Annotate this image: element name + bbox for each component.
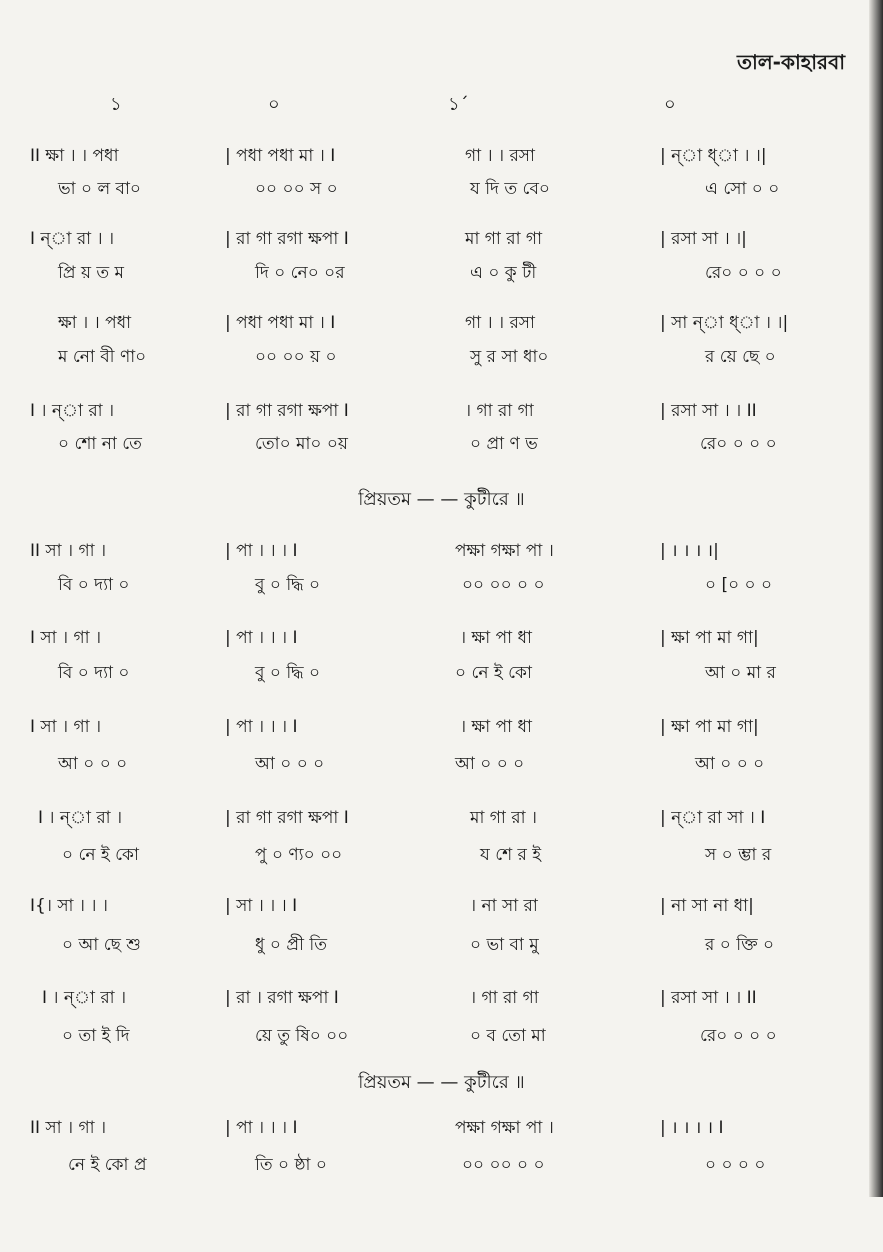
notation-line — [0, 625, 883, 649]
lyric-bar-3: ০ ভা বা মু — [470, 935, 539, 955]
notation-bar-4: | ক্ষা পা মা গা| — [660, 717, 759, 737]
notation-bar-2: | পা । । । I — [225, 541, 298, 561]
lyric-bar-3: সু র সা ধা০ — [470, 347, 549, 367]
lyric-bar-1: ০ তা ই দি — [62, 1026, 130, 1046]
notation-line — [0, 143, 883, 167]
lyric-bar-4: স ০ ম্ভা র — [705, 845, 772, 865]
notation-bar-4: | রসা সা । । II — [660, 988, 757, 1008]
lyric-bar-3: য দি ত বে০ — [470, 179, 550, 199]
notation-bar-3: গা । । রসা — [465, 146, 535, 166]
notation-bar-1: II সা । গা । — [30, 1118, 107, 1138]
notation-line — [0, 805, 883, 829]
notation-bar-4: | রসা সা । ।| — [660, 229, 747, 249]
lyric-bar-1: বি ০ দ্যা ০ — [58, 575, 130, 595]
notation-bar-3: মা গা রা । — [470, 808, 538, 828]
lyric-line — [0, 431, 883, 455]
lyric-bar-3: ০০ ০০ ০ ০ — [462, 575, 545, 595]
lyric-line — [0, 751, 883, 775]
lyric-line — [0, 842, 883, 866]
notation-bar-2: | পা । । । I — [225, 1118, 298, 1138]
notation-bar-2: | পধা পধা মা । I — [225, 313, 336, 333]
notation-bar-2: | রা গা রগা ক্ষপা I — [225, 401, 349, 421]
lyric-bar-3: ০ প্রা ণ ভ — [470, 434, 538, 454]
notation-line — [0, 1115, 883, 1139]
notation-line — [0, 714, 883, 738]
notation-bar-4: | রসা সা । । II — [660, 401, 757, 421]
notation-line — [0, 538, 883, 562]
notation-bar-3: । ক্ষা পা ধা — [460, 717, 532, 737]
refrain-line: প্রিয়তম — — কুটীরে ॥ — [358, 489, 525, 510]
notation-line — [0, 226, 883, 250]
lyric-bar-3: আ ০ ০ ০ — [455, 754, 525, 774]
lyric-bar-3: ০ নে ই কো — [455, 663, 532, 683]
lyric-bar-2: বু ০ দ্ধি ০ — [255, 575, 321, 595]
notation-bar-4: | । । । ।| — [660, 541, 719, 561]
lyric-bar-3: ০০ ০০ ০ ০ — [462, 1155, 545, 1175]
notation-bar-1: I । ন্‌া রা । — [42, 988, 127, 1008]
notation-bar-4: | ন্‌া ধ্‌া । ।| — [660, 146, 767, 166]
lyric-bar-4: এ সো ০ ০ — [705, 179, 780, 199]
lyric-bar-2: ০০ ০০ স ০ — [255, 179, 338, 199]
notation-bar-1: I সা । গা । — [30, 628, 102, 648]
lyric-bar-1: বি ০ দ্যা ০ — [58, 663, 130, 683]
notation-bar-1: II ক্ষা । । পধা — [30, 146, 119, 166]
notation-bar-4: | ক্ষা পা মা গা| — [660, 628, 759, 648]
notation-line — [0, 893, 883, 917]
lyric-bar-2: পু ০ ণ্য০ ০০ — [255, 845, 343, 865]
cycle-mark-1: ১ — [110, 94, 122, 115]
cycle-mark-2: ০ — [268, 94, 280, 115]
notation-bar-3: পক্ষা গক্ষা পা । — [455, 541, 554, 561]
notation-bar-2: | পা । । । I — [225, 628, 298, 648]
lyric-bar-2: দি ০ নে০ ০র — [255, 263, 345, 283]
lyric-bar-2: তি ০ ষ্ঠা ০ — [255, 1155, 327, 1175]
lyric-bar-4: আ ০ ০ ০ — [695, 754, 765, 774]
notation-bar-2: | সা । । । I — [225, 896, 298, 916]
notation-bar-1: ক্ষা । । পধা — [58, 313, 132, 333]
notation-bar-2: | পধা পধা মা । I — [225, 146, 336, 166]
lyric-bar-1: ০ শো না তে — [58, 434, 142, 454]
notation-bar-1: I । ন্‌া রা । — [38, 808, 123, 828]
notation-bar-3: । না সা রা — [470, 896, 538, 916]
notation-bar-1: I{। সা । । । — [30, 896, 108, 916]
notation-line — [0, 398, 883, 422]
notation-bar-4: | । । । । I — [660, 1118, 724, 1138]
lyric-bar-4: ০ ০ ০ ০ — [705, 1155, 766, 1175]
lyric-line — [0, 1023, 883, 1047]
cycle-mark-3: ১´ — [448, 94, 469, 115]
lyric-bar-3: এ ০ কু টী — [470, 263, 537, 283]
lyric-bar-1: ০ নে ই কো — [62, 845, 139, 865]
notation-bar-2: | রা গা রগা ক্ষপা I — [225, 229, 349, 249]
lyric-line — [0, 344, 883, 368]
lyric-bar-1: ম নো বী ণা০ — [58, 347, 147, 367]
lyric-bar-2: তো০ মা০ ০য় — [255, 434, 348, 454]
notation-bar-2: | রা গা রগা ক্ষপা I — [225, 808, 349, 828]
notation-bar-4: | না সা না ধা| — [660, 896, 754, 916]
notation-line — [0, 310, 883, 334]
lyric-bar-1: নে ই কো প্র — [68, 1155, 147, 1175]
notation-bar-3: । গা রা গা — [465, 401, 534, 421]
lyric-bar-4: ০ [০ ০ ০ — [705, 575, 773, 595]
lyric-bar-1: ভা ০ ল বা০ — [58, 179, 141, 199]
lyric-bar-1: প্রি য় ত ম — [58, 263, 124, 283]
refrain-line: প্রিয়তম — — কুটীরে ॥ — [358, 1072, 525, 1093]
notation-bar-2: | রা । রগা ক্ষপা I — [225, 988, 339, 1008]
notation-bar-4: | ন্‌া রা সা । I — [660, 808, 766, 828]
lyric-bar-3: য শে র ই — [480, 845, 542, 865]
lyric-line — [0, 1152, 883, 1176]
notation-bar-1: I সা । গা । — [30, 717, 102, 737]
lyric-bar-4: রে০ ০ ০ ০ — [700, 1026, 777, 1046]
lyric-bar-4: আ ০ মা র — [705, 663, 776, 683]
lyric-bar-4: রে০ ০ ০ ০ — [700, 434, 777, 454]
lyric-bar-4: রে০ ০ ০ ০ — [705, 263, 782, 283]
lyric-line — [0, 260, 883, 284]
notation-bar-2: | পা । । । I — [225, 717, 298, 737]
lyric-bar-1: ০ আ ছে শু — [62, 935, 141, 955]
notation-bar-3: । গা রা গা — [470, 988, 539, 1008]
lyric-bar-2: বু ০ দ্ধি ০ — [255, 663, 321, 683]
taal-heading: তাল-কাহারবা — [736, 50, 845, 74]
notation-bar-1: I । ন্‌া রা । — [30, 401, 115, 421]
lyric-bar-4: র ০ ক্তি ০ — [705, 935, 775, 955]
notation-bar-3: মা গা রা গা — [465, 229, 543, 249]
lyric-line — [0, 932, 883, 956]
lyric-line — [0, 660, 883, 684]
notation-bar-4: | সা ন্‌া ধ্‌া । ।| — [660, 313, 789, 333]
notation-line — [0, 985, 883, 1009]
notation-bar-1: II সা । গা । — [30, 541, 107, 561]
lyric-bar-1: আ ০ ০ ০ — [58, 754, 128, 774]
lyric-bar-2: ধু ০ প্রী তি — [255, 935, 327, 955]
lyric-bar-2: আ ০ ০ ০ — [255, 754, 325, 774]
notation-bar-1: I ন্‌া রা । । — [30, 229, 115, 249]
notation-bar-3: । ক্ষা পা ধা — [460, 628, 532, 648]
lyric-line — [0, 572, 883, 596]
lyric-bar-2: য়ে তু ষি০ ০০ — [255, 1026, 349, 1046]
notation-bar-3: পক্ষা গক্ষা পা । — [455, 1118, 554, 1138]
lyric-bar-4: র য়ে ছে ০ — [705, 347, 776, 367]
lyric-line — [0, 176, 883, 200]
lyric-bar-3: ০ ব তো মা — [470, 1026, 546, 1046]
cycle-mark-4: ০ — [664, 94, 676, 115]
notation-bar-3: গা । । রসা — [465, 313, 535, 333]
lyric-bar-2: ০০ ০০ য় ০ — [255, 347, 337, 367]
